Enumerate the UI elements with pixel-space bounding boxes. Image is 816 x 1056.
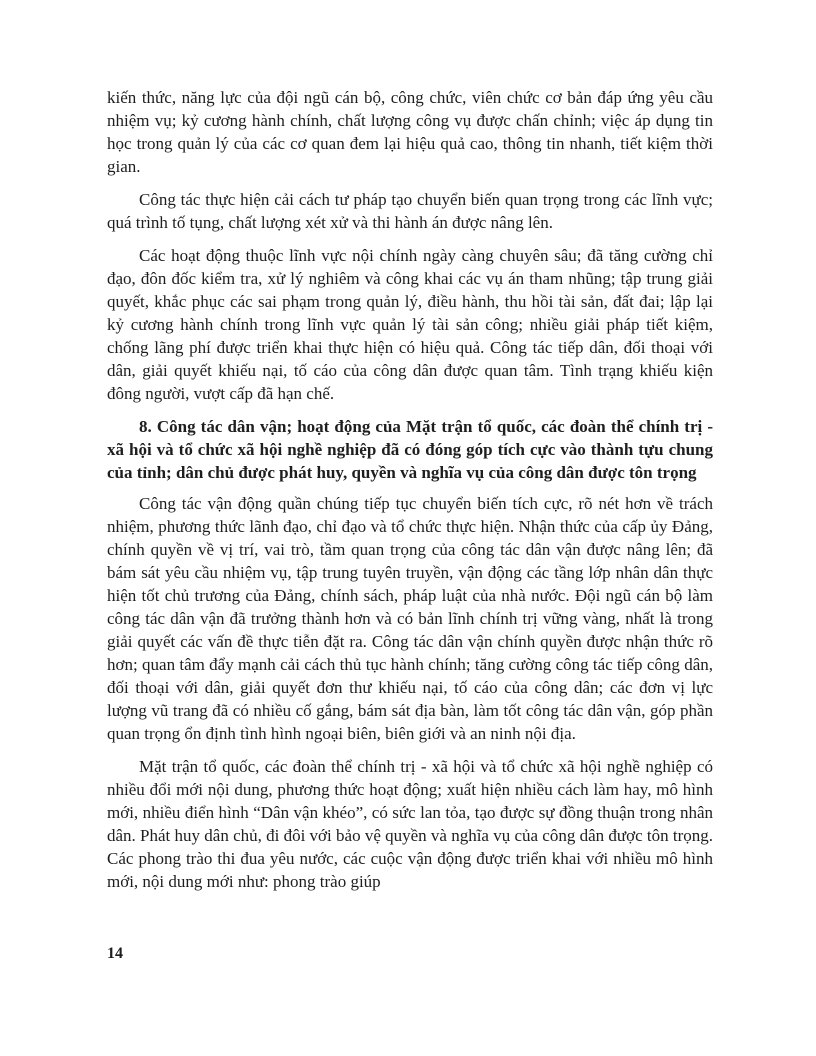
paragraph-fatherland-front: Mặt trận tổ quốc, các đoàn thể chính trị - xã hội và tổ chức xã hội nghề nghiệp có nhiều đổi mới nội dung, phương thức hoạt động; xuất hiện nhiều cách làm hay, mô hình mới, nhiều điển hình “Dân vận khéo”, có sức lan tỏa, tạo được sự đồng thuận trong nhân dân. Phát huy dân chủ, đi đôi với bảo vệ quyền và nghĩa vụ của công dân được tôn trọng. Các phong trào thi đua yêu nước, các cuộc vận động được triển khai với nhiều mô hình mới, nội dung mới như: phong trào giúp	[107, 757, 714, 891]
page-body	[107, 86, 713, 903]
page-number: 14	[107, 945, 123, 962]
paragraph-judicial-reform: Công tác thực hiện cải cách tư pháp tạo chuyển biến quan trọng trong các lĩnh vực; quá trình tố tụng, chất lượng xét xử và thi hành án được nâng lên.	[107, 190, 713, 232]
paragraph-mass-mobilization: Công tác vận động quần chúng tiếp tục chuyển biến tích cực, rõ nét hơn về trách nhiệm, phương thức lãnh đạo, chỉ đạo và tổ chức thực hiện. Nhận thức của cấp ủy Đảng, chính quyền về vị trí, vai trò, tầm quan trọng của công tác dân vận được nâng lên; đã bám sát yêu cầu nhiệm vụ, tập trung tuyên truyền, vận động các tầng lớp nhân dân thực hiện tốt chủ trương của Đảng, chính sách, pháp luật của nhà nước. Đội ngũ cán bộ làm công tác dân vận đã trưởng thành hơn và có bản lĩnh chính trị vững vàng, nhất là trong giải quyết các vấn đề thực tiễn đặt ra. Công tác dân vận chính quyền được nhận thức rõ hơn; quan tâm đẩy mạnh cải cách thủ tục hành chính; tăng cường công tác tiếp công dân, đối thoại với dân, giải quyết đơn thư khiếu nại, tố cáo của công dân; các đơn vị lực lượng vũ trang đã có nhiều cố gắng, bám sát địa bàn, làm tốt công tác dân vận, góp phần quan trọng ổn định tình hình ngoại biên, biên giới và an ninh nội địa.	[107, 494, 713, 743]
paragraph-continued: kiến thức, năng lực của đội ngũ cán bộ, công chức, viên chức cơ bản đáp ứng yêu cầu nhiệm vụ; kỷ cương hành chính, chất lượng công vụ được chấn chỉnh; việc áp dụng tin học trong quản lý của các cơ quan đem lại hiệu quả cao, thông tin nhanh, tiết kiệm thời gian.	[107, 88, 713, 176]
paragraph-internal-affairs: Các hoạt động thuộc lĩnh vực nội chính ngày càng chuyên sâu; đã tăng cường chỉ đạo, đôn đốc kiểm tra, xử lý nghiêm và công khai các vụ án tham nhũng; tập trung giải quyết, khắc phục các sai phạm trong quản lý, điều hành, thu hồi tài sản, đất đai; lập lại kỷ cương hành chính trong lĩnh vực quản lý tài sản công; nhiều giải pháp tiết kiệm, chống lãng phí được triển khai thực hiện có hiệu quả. Công tác tiếp dân, đối thoại với dân, giải quyết khiếu nại, tố cáo của công dân được quan tâm. Tình trạng khiếu kiện đông người, vượt cấp đã hạn chế.	[107, 246, 713, 403]
section-heading-8: 8. Công tác dân vận; hoạt động của Mặt trận tổ quốc, các đoàn thể chính trị - xã hội và tổ chức xã hội nghề nghiệp đã có đóng góp tích cực vào thành tựu chung của tỉnh; dân chủ được phát huy, quyền và nghĩa vụ của công dân được tôn trọng	[107, 417, 713, 482]
